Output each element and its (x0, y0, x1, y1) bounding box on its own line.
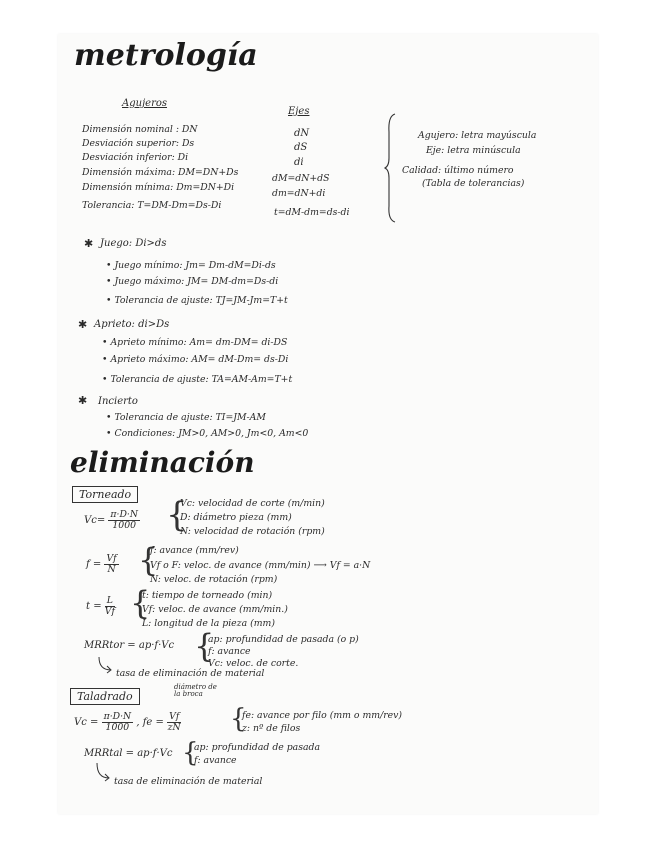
shaft-row-6: t=dM-dm=ds-di (274, 207, 350, 218)
brace-icon: { (182, 738, 199, 768)
agujeros-header: Agujeros (122, 98, 168, 109)
hole-row-5: Dimensión mínima: Dm=DN+Di (82, 182, 235, 193)
mrr-tal-def-1: ap: profundidad de pasada (194, 742, 321, 753)
torneado-f-formula (86, 554, 119, 575)
juego-item-1: • Juego mínimo: Jm= Dm-dM=Di-ds (106, 260, 276, 271)
mrr-tor-def-3: Vc: veloc. de corte. (208, 658, 299, 669)
juego-item-3: • Tolerancia de ajuste: TJ=JM-Jm=T+t (106, 295, 288, 306)
vc-numerator: π·D·N (110, 509, 138, 520)
aprieto-item-3-text: Tolerancia de ajuste: TA=AM-Am=T+t (110, 374, 293, 385)
vc-denominator: 1000 (112, 519, 137, 531)
tal-vc-denominator: 1000 (105, 721, 130, 733)
note-calidad: Calidad: último número (402, 165, 514, 176)
arrow-icon (96, 656, 114, 676)
hole-row-1: Dimensión nominal : DN (82, 124, 198, 135)
incierto-item-2-text: Condiciones: JM>0, AM>0, Jm<0, Am<0 (114, 428, 309, 439)
hole-row-3: Desviación inferior: Di (82, 152, 189, 163)
juego-item-2: • Juego máximo: JM= DM-dm=Ds-di (106, 276, 279, 287)
vc-def-3: N: velocidad de rotación (rpm) (180, 526, 325, 537)
aprieto-item-2: • Aprieto máximo: AM= dM-Dm= ds-Di (102, 354, 289, 365)
torneado-label: Torneado (72, 486, 138, 503)
mrr-tor-def-1: ap: profundidad de pasada (o p) (208, 634, 359, 645)
f-numerator: Vf (106, 553, 117, 564)
torneado-vc-formula (84, 510, 140, 531)
tal-vc-left: Vc = (74, 716, 99, 728)
shaft-row-2: dS (294, 142, 308, 153)
t-numerator: L (106, 595, 113, 606)
t-left: t = (86, 600, 102, 612)
hole-row-2: Desviación superior: Ds (82, 138, 195, 149)
juego-item-1-text: Juego mínimo: Jm= Dm-dM=Di-ds (114, 260, 276, 271)
note-tabla: (Tabla de tolerancias) (422, 178, 525, 189)
aprieto-item-1: • Aprieto mínimo: Am= dm-DM= di-DS (102, 337, 288, 348)
vc-def-2: D: diámetro pieza (mm) (180, 512, 292, 523)
juego-heading: Juego: Di>ds (100, 238, 167, 249)
incierto-heading: Incierto (98, 396, 138, 407)
mrr-tal-def-2: f: avance (194, 755, 237, 766)
t-denominator: Vf (104, 605, 115, 617)
mrr-tal-note: tasa de eliminación de material (114, 776, 263, 787)
f-left: f = (86, 558, 102, 570)
aprieto-item-2-text: Aprieto máximo: AM= dM-Dm= ds-Di (110, 354, 289, 365)
hole-row-4: Dimensión máxima: DM=DN+Ds (82, 167, 239, 178)
shaft-row-1: dN (294, 128, 310, 139)
notebook-page (58, 34, 598, 814)
note-agujero: Agujero: letra mayúscula (418, 130, 537, 141)
aprieto-item-3: • Tolerancia de ajuste: TA=AM-Am=T+t (102, 374, 293, 385)
brace-icon (384, 112, 398, 224)
f-denominator: N (107, 563, 116, 575)
fe-def-2: z: nº de filos (242, 723, 301, 734)
aprieto-heading: Aprieto: di>Ds (94, 319, 170, 330)
taladrado-label: Taladrado (70, 688, 140, 705)
shaft-row-5: dm=dN+di (272, 188, 326, 199)
fe-left: , fe = (136, 716, 164, 728)
title-metrologia: metrología (74, 38, 258, 73)
incierto-item-1-text: Tolerancia de ajuste: TI=JM-AM (114, 412, 266, 423)
vc-def-1: Vc: velocidad de corte (m/min) (180, 498, 325, 509)
aprieto-item-1-text: Aprieto mínimo: Am= dm-DM= di-DS (110, 337, 288, 348)
asterisk-icon: ✱ (84, 237, 94, 250)
brace-icon: { (194, 627, 215, 665)
brace-icon: { (166, 495, 188, 535)
incierto-item-1: • Tolerancia de ajuste: TI=JM-AM (106, 412, 266, 423)
taladrado-mrr-formula: MRRtal = ap·f·Vc (84, 748, 173, 759)
t-def-1: t: tiempo de torneado (min) (142, 590, 273, 601)
shaft-row-4: dM=dN+dS (272, 173, 330, 184)
fe-denominator: zN (167, 721, 181, 733)
fe-def-1: fe: avance por filo (mm o mm/rev) (242, 710, 403, 721)
taladrado-side-note: diámetro de la broca (174, 683, 217, 699)
ejes-header: Ejes (288, 106, 310, 117)
incierto-item-2: • Condiciones: JM>0, AM>0, Jm<0, Am<0 (106, 428, 309, 439)
torneado-mrr-formula: MRRtor = ap·f·Vc (84, 640, 175, 651)
fe-numerator: Vf (169, 711, 180, 722)
hole-row-6: Tolerancia: T=DM-Dm=Ds-Di (82, 200, 222, 211)
asterisk-icon: ✱ (78, 318, 88, 331)
f-def-1: f: avance (mm/rev) (150, 545, 239, 556)
mrr-tor-def-2: f: avance (208, 646, 251, 657)
note-eje: Eje: letra minúscula (426, 145, 521, 156)
taladrado-vc-formula (74, 712, 181, 733)
asterisk-icon: ✱ (78, 394, 88, 407)
f-def-2: Vf o F: veloc. de avance (mm/min) ⟶ Vf = a·N (150, 560, 371, 571)
juego-item-3-text: Tolerancia de ajuste: TJ=JM-Jm=T+t (114, 295, 288, 306)
torneado-t-formula (86, 596, 115, 617)
f-def-3: N: veloc. de rotación (rpm) (150, 574, 278, 585)
brace-icon: { (230, 704, 247, 734)
arrow-icon (94, 762, 112, 786)
brace-icon: { (138, 541, 159, 579)
juego-item-2-text: Juego máximo: JM= DM-dm=Ds-di (114, 276, 279, 287)
mrr-tor-note: tasa de eliminación de material (116, 668, 265, 679)
shaft-row-3: di (294, 157, 304, 168)
title-eliminacion: eliminación (70, 446, 255, 479)
brace-icon: { (130, 584, 151, 622)
t-def-3: L: longitud de la pieza (mm) (142, 618, 275, 629)
t-def-2: Vf: veloc. de avance (mm/min.) (142, 604, 288, 615)
vc-left: Vc= (84, 514, 106, 526)
tal-vc-numerator: π·D·N (103, 711, 132, 722)
